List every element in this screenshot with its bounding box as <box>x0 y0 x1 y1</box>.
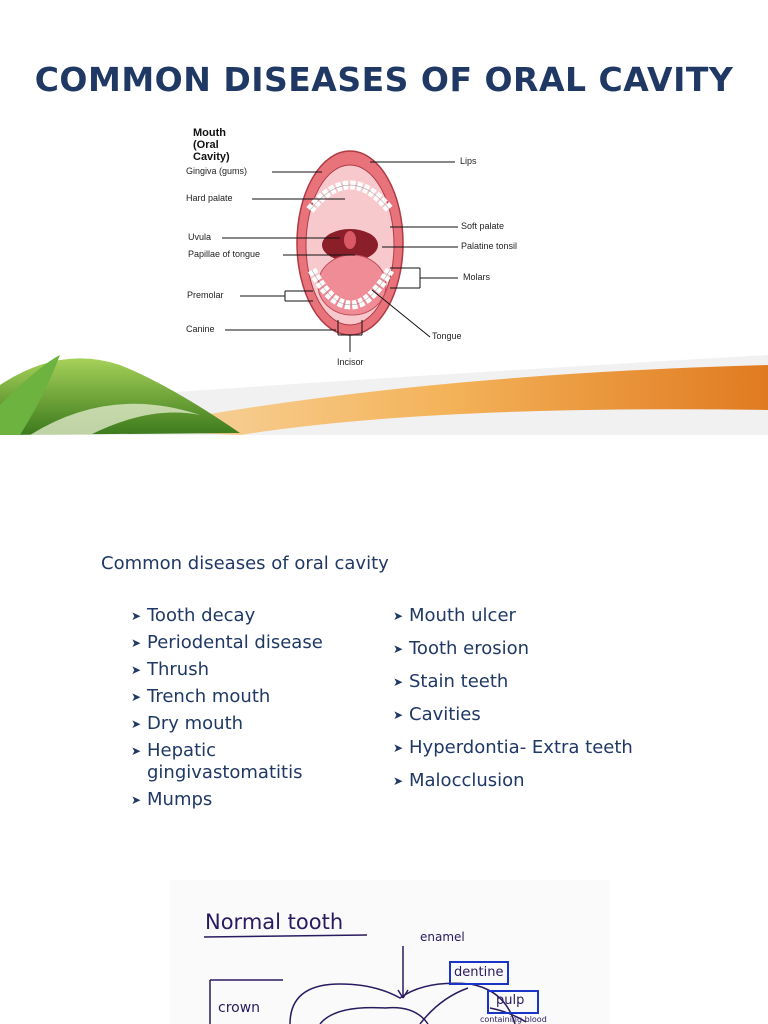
list-item: ➤ Tooth decay <box>131 605 256 626</box>
list-item: ➤ Thrush <box>131 659 209 680</box>
label-enamel: enamel <box>420 930 465 944</box>
decorative-swoosh-banner <box>0 345 768 435</box>
arrow-bullet-icon: ➤ <box>393 741 404 755</box>
arrow-bullet-icon: ➤ <box>131 663 142 677</box>
disease-list-left <box>131 605 347 816</box>
label-lips: Lips <box>460 156 477 166</box>
arrow-bullet-icon: ➤ <box>393 609 404 623</box>
label-dentine: dentine <box>454 965 504 980</box>
arrow-bullet-icon: ➤ <box>131 690 142 704</box>
mouth-diagram-title: Mouth (Oral Cavity) <box>193 127 230 163</box>
tooth-sketch-title: Normal tooth <box>205 910 344 934</box>
label-crown: crown <box>218 1000 261 1016</box>
list-item: ➤ Malocclusion <box>393 770 525 791</box>
list-item: ➤ Periodental disease <box>131 632 323 653</box>
arrow-bullet-icon: ➤ <box>131 744 142 758</box>
label-soft-palate: Soft palate <box>461 221 505 231</box>
label-pulp: pulp <box>496 993 525 1008</box>
list-item: ➤ Trench mouth <box>131 686 271 707</box>
list-item: ➤ Dry mouth <box>131 713 244 734</box>
tooth-sketch <box>170 880 610 1024</box>
label-uvula: Uvula <box>188 232 212 242</box>
arrow-bullet-icon: ➤ <box>131 636 142 650</box>
disease-list-right <box>393 605 633 803</box>
label-incisor: Incisor <box>337 357 364 367</box>
list-item: ➤ Tooth erosion <box>393 638 530 659</box>
label-molars: Molars <box>463 272 491 282</box>
list-item: ➤ Hyperdontia- Extra teeth <box>393 737 633 758</box>
arrow-bullet-icon: ➤ <box>393 708 404 722</box>
label-papillae: Papillae of tongue <box>188 249 261 259</box>
slide-title: COMMON DISEASES OF ORAL CAVITY <box>34 60 734 99</box>
arrow-bullet-icon: ➤ <box>131 793 142 807</box>
arrow-bullet-icon: ➤ <box>131 717 142 731</box>
label-palatine-tonsil: Palatine tonsil <box>461 241 518 251</box>
label-hard-palate: Hard palate <box>186 193 233 203</box>
label-premolar: Premolar <box>187 290 224 300</box>
label-gingiva: Gingiva (gums) <box>186 166 248 176</box>
list-item: ➤ Hepatic gingivastomatitis <box>131 740 303 783</box>
list-item: ➤ Stain teeth <box>393 671 509 692</box>
label-tongue: Tongue <box>432 331 462 341</box>
list-item: ➤ Cavities <box>393 704 481 725</box>
list-item: ➤ Mouth ulcer <box>393 605 516 626</box>
label-pulp-note: containing blood <box>480 1015 547 1024</box>
label-canine: Canine <box>186 324 215 334</box>
section-subtitle: Common diseases of oral cavity <box>101 553 389 574</box>
arrow-bullet-icon: ➤ <box>131 609 142 623</box>
arrow-bullet-icon: ➤ <box>393 675 404 689</box>
arrow-bullet-icon: ➤ <box>393 642 404 656</box>
mouth-illustration <box>0 0 768 380</box>
arrow-bullet-icon: ➤ <box>393 774 404 788</box>
list-item: ➤ Mumps <box>131 789 213 810</box>
